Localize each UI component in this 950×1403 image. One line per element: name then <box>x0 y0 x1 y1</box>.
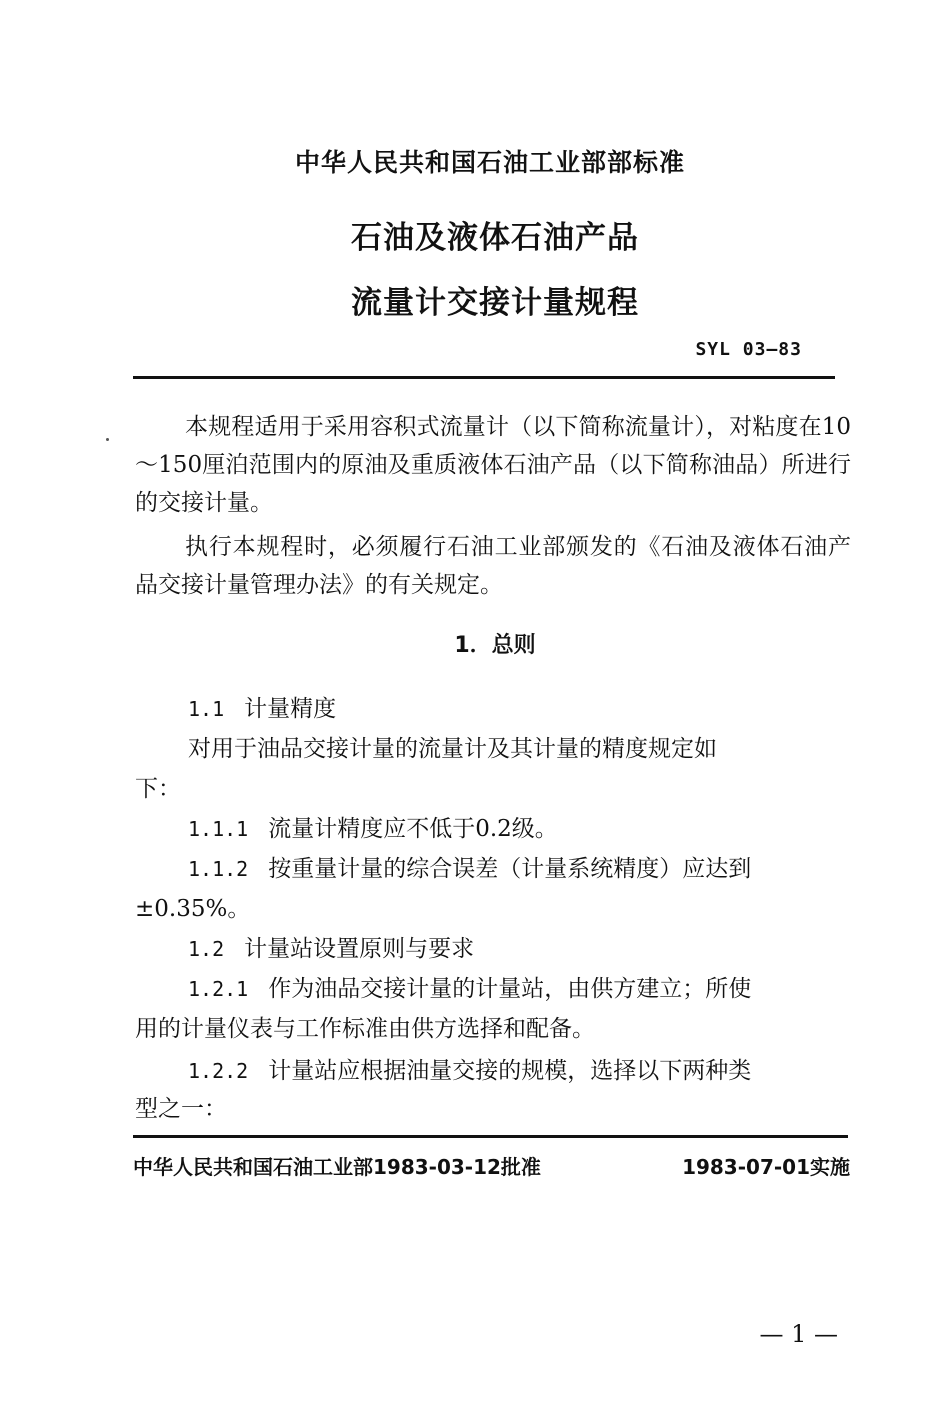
intro-paragraph-regulation: 执行本规程时，必须履行石油工业部颁发的《石油及液体石油产品交接计量管理办法》的有关规定。 <box>135 534 851 598</box>
clause-1-1-2 <box>188 850 751 888</box>
section-heading-general: 1．总则 <box>454 633 536 658</box>
scan-speck <box>106 438 109 441</box>
clause-1-2 <box>188 930 474 968</box>
effective-date: 1983-07-01实施 <box>682 1155 850 1179</box>
clause-1-1-text-cont: 下： <box>135 776 181 802</box>
clause-number: 1.2 <box>188 937 225 961</box>
clause-1-2-1-cont: 用的计量仪表与工作标准由供方选择和配备。 <box>135 1016 595 1042</box>
clause-1-2-1 <box>188 970 751 1008</box>
clause-number: 1.2.2 <box>188 1059 249 1083</box>
clause-number: 1.1.2 <box>188 857 249 881</box>
clause-text: 流量计精度应不低于0.2级。 <box>268 816 558 842</box>
clause-text: 按重量计量的综合误差（计量系统精度）应达到 <box>268 856 752 882</box>
clause-1-1 <box>188 690 336 728</box>
clause-1-1-2-cont: ±0.35%。 <box>135 896 251 922</box>
clause-number: 1.2.1 <box>188 977 249 1001</box>
header-divider <box>133 376 835 379</box>
clause-1-1-1 <box>188 810 558 848</box>
clause-text: 计量站应根据油量交接的规模，选择以下两种类 <box>268 1058 752 1084</box>
page-number: — 1 — <box>759 1320 838 1348</box>
document-title-line-1: 石油及液体石油产品 <box>351 220 639 256</box>
standard-code: SYL 03—83 <box>695 339 802 360</box>
clause-1-2-2 <box>188 1052 751 1090</box>
clause-title: 计量精度 <box>244 696 337 722</box>
clause-title: 计量站设置原则与要求 <box>244 936 475 962</box>
issuer-heading: 中华人民共和国石油工业部部标准 <box>294 148 685 177</box>
intro-paragraph-scope: 本规程适用于采用容积式流量计（以下简称流量计），对粘度在10～150厘泊范围内的原油及重质液体石油产品（以下简称油品）所进行的交接计量。 <box>135 414 851 516</box>
clause-1-2-2-cont: 型之一： <box>135 1096 227 1122</box>
clause-number: 1.1 <box>188 697 225 721</box>
document-title-line-2: 流量计交接计量规程 <box>351 285 639 321</box>
clause-number: 1.1.1 <box>188 817 249 841</box>
approval-statement: 中华人民共和国石油工业部1983-03-12批准 <box>133 1155 541 1179</box>
clause-text: 作为油品交接计量的计量站，由供方建立；所使 <box>268 976 752 1002</box>
footer-divider <box>133 1135 848 1138</box>
clause-1-1-text: 对用于油品交接计量的流量计及其计量的精度规定如 <box>188 736 717 762</box>
